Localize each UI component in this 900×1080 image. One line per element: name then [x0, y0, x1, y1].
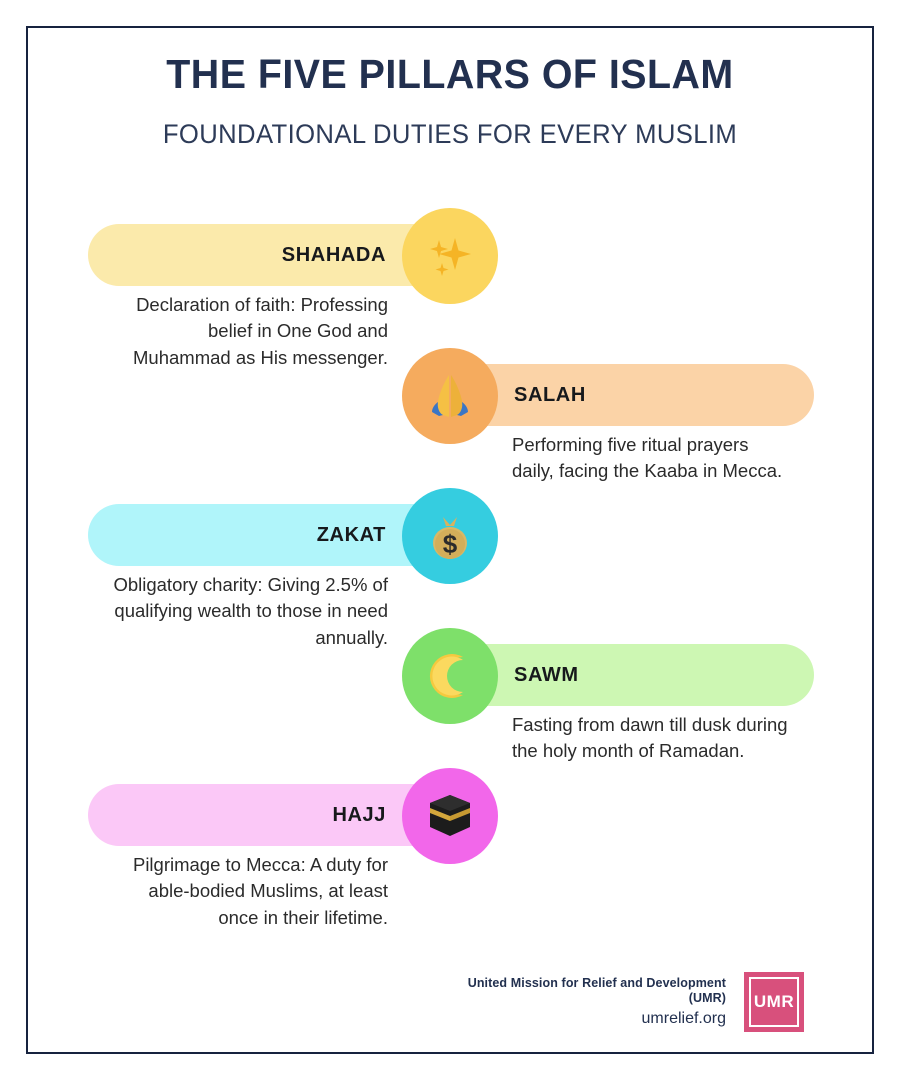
pillar-bar: [88, 504, 448, 566]
page-title: THE FIVE PILLARS OF ISLAM: [166, 51, 734, 97]
pillar-label: HAJJ: [332, 803, 386, 826]
pillar-label: SAWM: [514, 663, 579, 686]
pillar-hajj: [0, 756, 900, 928]
pillar-description: Declaration of faith: Professing belief in One God and Muhammad as His messenger.: [133, 294, 388, 368]
pillar-label: SALAH: [514, 383, 586, 406]
sparkles-icon: [402, 208, 498, 304]
pillar-shahada: [0, 196, 900, 368]
organization-name-line2: (UMR): [688, 991, 726, 1005]
footer-text: [468, 976, 726, 1028]
crescent-moon-icon: [402, 628, 498, 724]
pillar-bar: [88, 784, 448, 846]
organization-name-line1: United Mission for Relief and Development: [467, 976, 726, 991]
pillar-list: [0, 196, 900, 928]
pillar-bar: [452, 644, 814, 706]
header: [0, 52, 900, 150]
pillar-sawm: [0, 616, 900, 762]
page-subtitle: FOUNDATIONAL DUTIES FOR EVERY MUSLIM: [162, 118, 738, 149]
pillar-label: ZAKAT: [316, 523, 386, 546]
kaaba-icon: [402, 768, 498, 864]
pillar-label: SHAHADA: [281, 243, 386, 266]
pillar-bar: [452, 364, 814, 426]
umr-logo: [744, 972, 804, 1032]
pillar-salah: [0, 336, 900, 482]
pillar-description: Fasting from dawn till dusk during the holy month of Ramadan.: [512, 714, 788, 762]
pillar-description: Performing five ritual prayers daily, facing the Kaaba in Mecca.: [512, 434, 783, 482]
pillar-zakat: [0, 476, 900, 648]
pillar-description: Pilgrimage to Mecca: A duty for able-bodied Muslims, at least once in their lifetime.: [132, 854, 388, 928]
organization-name: [468, 976, 726, 1006]
umr-logo-text: UMR: [749, 977, 799, 1027]
website-link[interactable]: umrelief.org: [641, 1009, 726, 1027]
pillar-description: Obligatory charity: Giving 2.5% of qualifying wealth to those in need annually.: [113, 574, 388, 648]
money-bag-icon: [402, 488, 498, 584]
praying-hands-icon: [402, 348, 498, 444]
pillar-bar: [88, 224, 448, 286]
svg-text:$: $: [442, 529, 458, 559]
footer: [0, 972, 900, 1032]
